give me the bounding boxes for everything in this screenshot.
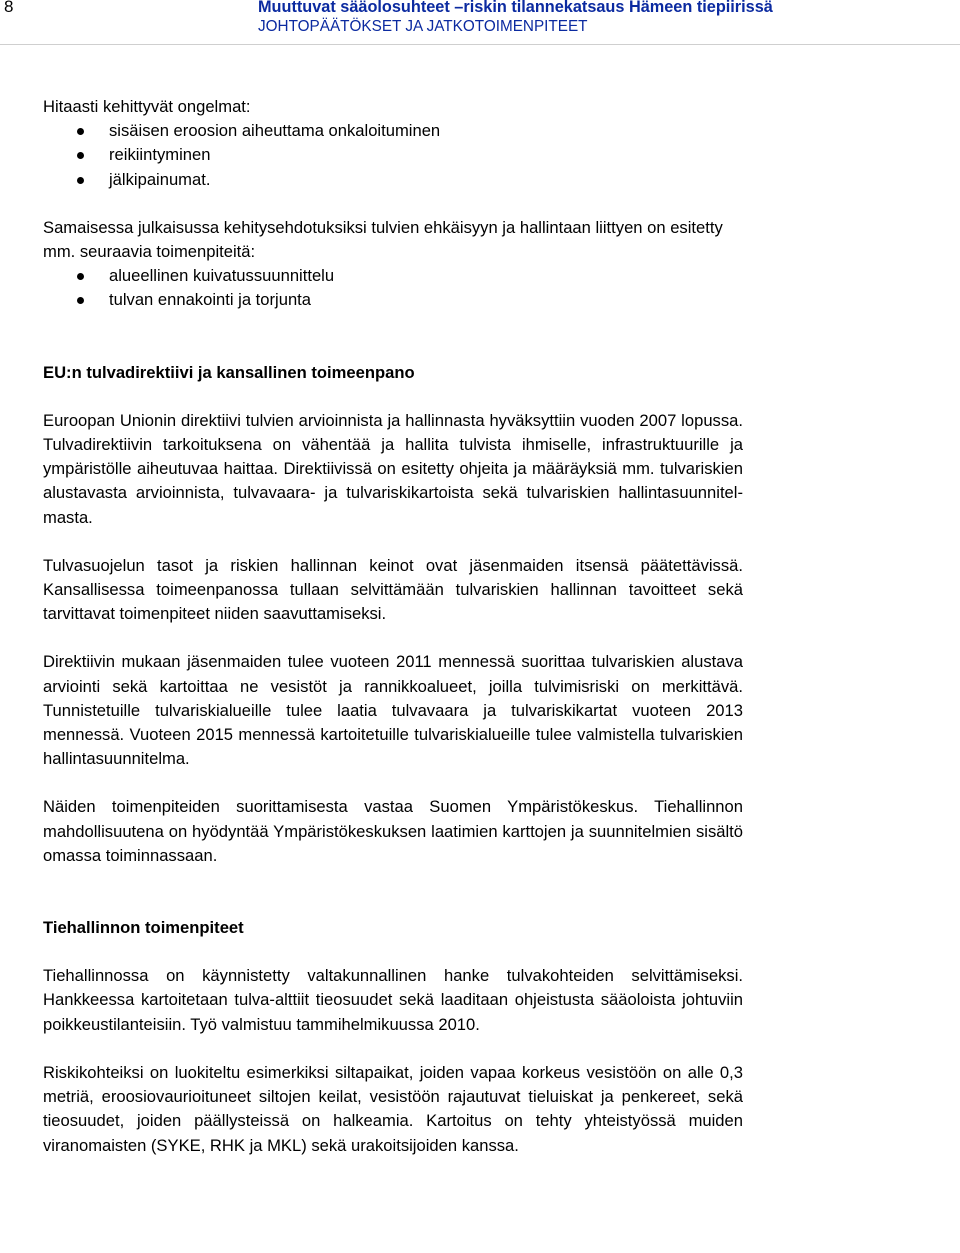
page-header — [0, 0, 960, 44]
bullet-icon — [77, 128, 84, 135]
list-item-text: jälkipainumat. — [109, 169, 211, 189]
list-item — [43, 143, 743, 167]
bullet-icon — [77, 273, 84, 280]
list-item-text: alueellinen kuivatussuunnittelu — [109, 266, 335, 286]
header-subtitle: JOHTOPÄÄTÖKSET JA JATKOTOIMENPITEET — [258, 18, 588, 35]
paragraph: Tiehallinnossa on käynnistetty valtakunnallinen hanke tulvakohteiden selvittämiseksi. Hankkeessa kartoitetaan tulva-alttiit tieosuudet sekä laaditaan ohjeistusta sääoloista johtuviin poikkeustilanteisiin. Työ valmistuu tammihelmikuussa 2010. — [43, 966, 743, 1034]
proposals-intro: Samaisessa julkaisussa kehitysehdotuksiksi tulvien ehkäisyyn ja hallintaan liittyen on esitetty mm. seuraavia toimenpiteitä: — [43, 217, 723, 262]
page-number: 8 — [4, 0, 14, 16]
paragraph: Euroopan Unionin direktiivi tulvien arvioinnista ja hallinnasta hyväksyttiin vuoden 2007 lopussa. Tulvadirektiivin tarkoituksena on vähentää ja hallita tulvista ihmiselle, infrastruktuurille ja ympäristölle aiheutuvaa haittaa. Direktiivissä on esitetty ohjeita ja määräyksiä mm. tulvariskien alustavasta arvioinnista, tulvavaara- ja tulvariskikartoista sekä tulvariskien hallintasuunnitelmasta. — [43, 410, 743, 527]
list-item — [43, 168, 743, 192]
list-item-text: sisäisen eroosion aiheuttama onkaloituminen — [109, 121, 441, 141]
list-item — [43, 264, 743, 288]
bullet-icon — [77, 297, 84, 304]
paragraph: Näiden toimenpiteiden suorittamisesta vastaa Suomen Ympäristökeskus. Tiehallinnon mahdollisuutena on hyödyntää Ympäristökeskuksen laatimien karttojen ja suunnitelmien sisältö omassa toiminnassaan. — [43, 797, 743, 865]
list-item-text: tulvan ennakointi ja torjunta — [109, 290, 312, 310]
section-heading-eu-flood-directive: EU:n tulvadirektiivi ja kansallinen toimeenpano — [43, 362, 415, 382]
list-item — [43, 288, 743, 312]
section-heading-road-administration-measures: Tiehallinnon toimenpiteet — [43, 918, 244, 938]
problems-intro: Hitaasti kehittyvät ongelmat: — [43, 97, 251, 116]
paragraph: Tulvasuojelun tasot ja riskien hallinnan keinot ovat jäsenmaiden itsensä päätettävissä. Kansallisessa toimeenpanossa tullaan selvittämään tulvariskien hallinnan tavoitteet sekä tarvittavat toimenpiteet niiden saavuttamiseksi. — [43, 555, 743, 624]
paragraph: Direktiivin mukaan jäsenmaiden tulee vuoteen 2011 mennessä suorittaa tulvariskien alustava arviointi sekä kartoittaa ne vesistöt ja rannikkoalueet, joilla tulvimisriski on merkittävä. Tunnistetuille tulvariskialueille tulee laatia tulvavaara ja tulvariskikartat vuoteen 2013 mennessä. Vuoteen 2015 mennessä kartoitetuille tulvariskialueille tulee valmistella tulvariskien hallintasuunnitelma. — [43, 652, 743, 769]
bullet-icon — [77, 177, 84, 184]
paragraph: Riskikohteiksi on luokiteltu esimerkiksi siltapaikat, joiden vapaa korkeus vesistöön on alle 0,3 metriä, eroosiovaurioituneet siltojen keilat, vesistöön rajautuvat tieluiskat ja penkereet, sekä tieosuudet, joiden päällysteissä on halkeamia. Kartoitus on tehty yhteistyössä muiden viranomaisten (SYKE, RHK ja MKL) sekä urakoitsijoiden kanssa. — [43, 1062, 743, 1155]
header-title: Muuttuvat sääolosuhteet –riskin tilannekatsaus Hämeen tiepiirissä — [258, 0, 773, 16]
proposals-list — [43, 264, 743, 312]
problems-list — [43, 119, 743, 192]
list-item — [43, 119, 743, 143]
header-divider — [0, 44, 960, 45]
document-body — [43, 95, 743, 1158]
bullet-icon — [77, 152, 84, 159]
list-item-text: reikiintyminen — [109, 145, 211, 165]
